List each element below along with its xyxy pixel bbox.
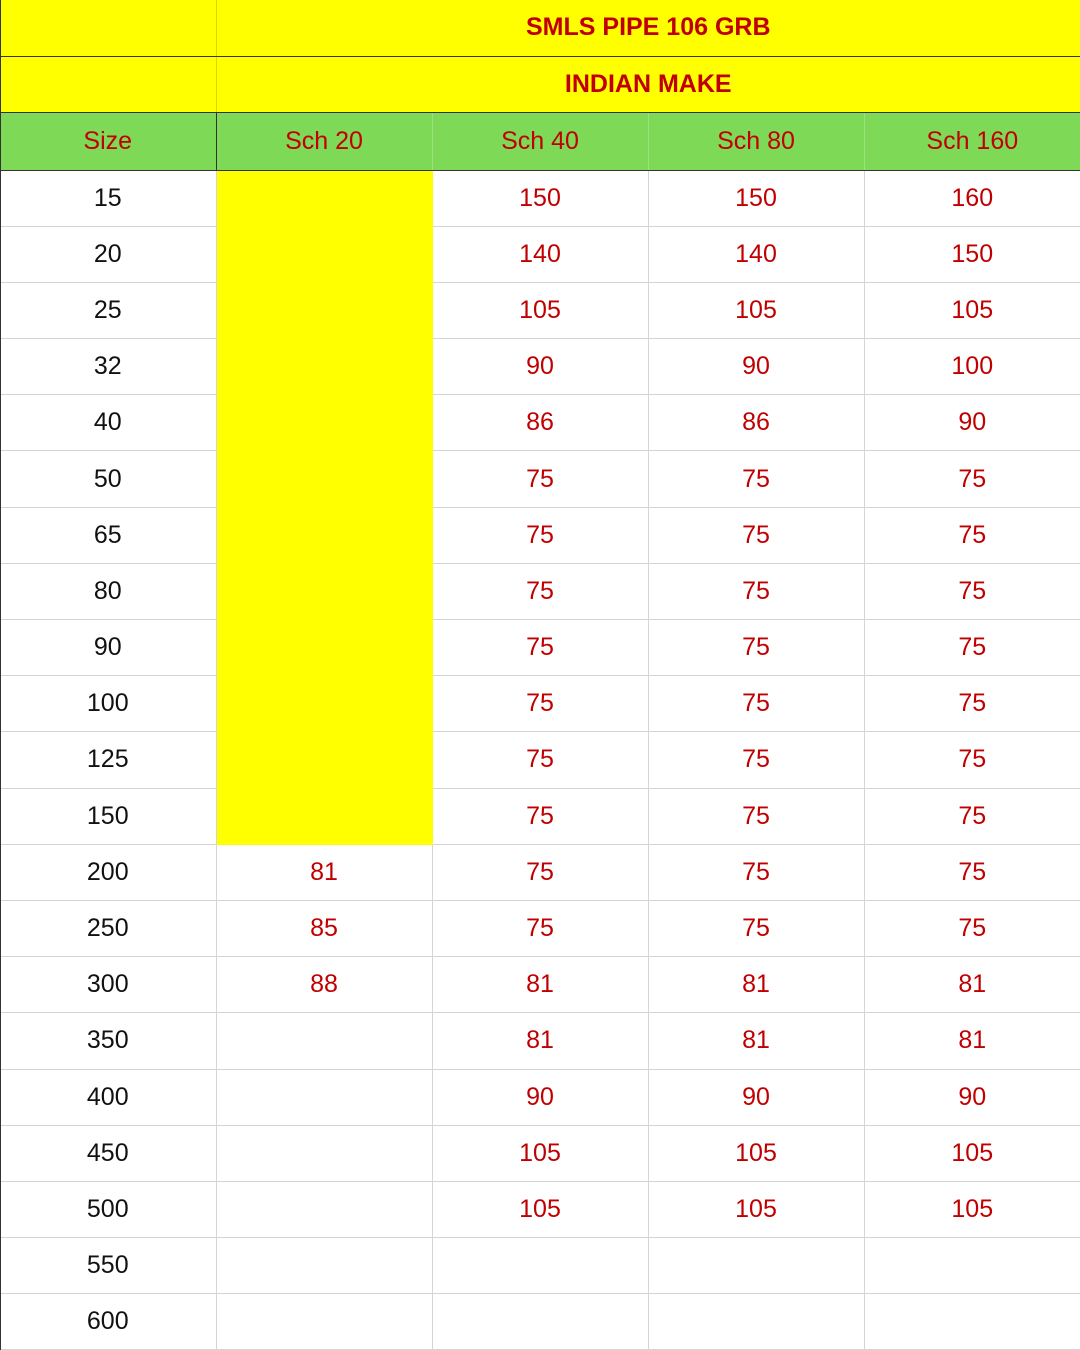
cell-sch80: 105 bbox=[648, 282, 864, 338]
table-row bbox=[0, 844, 1080, 900]
table-row bbox=[0, 1238, 1080, 1294]
cell-sch40: 140 bbox=[432, 226, 648, 282]
cell-size: 40 bbox=[0, 395, 216, 451]
table-row bbox=[0, 676, 1080, 732]
table-row bbox=[0, 1013, 1080, 1069]
cell-sch80: 75 bbox=[648, 620, 864, 676]
cell-sch80: 90 bbox=[648, 1069, 864, 1125]
cell-sch40: 105 bbox=[432, 1125, 648, 1181]
cell-sch160: 100 bbox=[864, 339, 1080, 395]
cell-sch160: 105 bbox=[864, 282, 1080, 338]
table-row bbox=[0, 563, 1080, 619]
cell-sch40: 81 bbox=[432, 957, 648, 1013]
cell-sch160: 75 bbox=[864, 788, 1080, 844]
cell-sch20: 81 bbox=[216, 844, 432, 900]
cell-sch80: 81 bbox=[648, 1013, 864, 1069]
table-row bbox=[0, 1069, 1080, 1125]
cell-size: 450 bbox=[0, 1125, 216, 1181]
cell-size: 350 bbox=[0, 1013, 216, 1069]
column-header-sch80: Sch 80 bbox=[648, 112, 864, 170]
cell-size: 200 bbox=[0, 844, 216, 900]
cell-size: 300 bbox=[0, 957, 216, 1013]
table-row bbox=[0, 282, 1080, 338]
cell-size: 65 bbox=[0, 507, 216, 563]
cell-sch160: 81 bbox=[864, 957, 1080, 1013]
cell-sch80: 105 bbox=[648, 1125, 864, 1181]
cell-sch20 bbox=[216, 395, 432, 451]
cell-sch20 bbox=[216, 1069, 432, 1125]
table-row bbox=[0, 1181, 1080, 1237]
cell-sch20: 85 bbox=[216, 900, 432, 956]
cell-sch20 bbox=[216, 451, 432, 507]
cell-sch20 bbox=[216, 620, 432, 676]
cell-sch40: 75 bbox=[432, 788, 648, 844]
cell-size: 150 bbox=[0, 788, 216, 844]
table-subtitle: INDIAN MAKE bbox=[216, 56, 1080, 112]
cell-size: 20 bbox=[0, 226, 216, 282]
cell-sch20 bbox=[216, 339, 432, 395]
cell-size: 100 bbox=[0, 676, 216, 732]
title-blank-cell bbox=[0, 0, 216, 56]
cell-sch160: 75 bbox=[864, 844, 1080, 900]
cell-sch80: 75 bbox=[648, 900, 864, 956]
cell-sch160: 75 bbox=[864, 900, 1080, 956]
table-row bbox=[0, 507, 1080, 563]
column-header-sch160: Sch 160 bbox=[864, 112, 1080, 170]
cell-sch80: 75 bbox=[648, 844, 864, 900]
cell-sch160: 90 bbox=[864, 1069, 1080, 1125]
cell-sch160 bbox=[864, 1238, 1080, 1294]
table-row bbox=[0, 788, 1080, 844]
table-row bbox=[0, 957, 1080, 1013]
cell-size: 550 bbox=[0, 1238, 216, 1294]
cell-size: 50 bbox=[0, 451, 216, 507]
cell-sch160: 75 bbox=[864, 451, 1080, 507]
cell-sch40: 75 bbox=[432, 563, 648, 619]
cell-size: 90 bbox=[0, 620, 216, 676]
cell-sch20 bbox=[216, 226, 432, 282]
table-row bbox=[0, 226, 1080, 282]
cell-sch160: 105 bbox=[864, 1125, 1080, 1181]
cell-sch160: 81 bbox=[864, 1013, 1080, 1069]
cell-sch20 bbox=[216, 788, 432, 844]
cell-sch160: 150 bbox=[864, 226, 1080, 282]
cell-sch80: 75 bbox=[648, 563, 864, 619]
cell-size: 15 bbox=[0, 170, 216, 226]
header-row bbox=[0, 112, 1080, 170]
table-row bbox=[0, 170, 1080, 226]
cell-sch160: 75 bbox=[864, 620, 1080, 676]
cell-sch40: 81 bbox=[432, 1013, 648, 1069]
table-row bbox=[0, 451, 1080, 507]
cell-sch40: 86 bbox=[432, 395, 648, 451]
cell-sch40: 75 bbox=[432, 451, 648, 507]
cell-sch40: 75 bbox=[432, 676, 648, 732]
table-row bbox=[0, 339, 1080, 395]
subtitle-blank-cell bbox=[0, 56, 216, 112]
cell-sch80: 90 bbox=[648, 339, 864, 395]
cell-sch20 bbox=[216, 1181, 432, 1237]
cell-sch20 bbox=[216, 1238, 432, 1294]
cell-size: 32 bbox=[0, 339, 216, 395]
cell-sch80: 150 bbox=[648, 170, 864, 226]
cell-sch20 bbox=[216, 732, 432, 788]
column-header-sch20: Sch 20 bbox=[216, 112, 432, 170]
cell-sch40 bbox=[432, 1238, 648, 1294]
subtitle-row bbox=[0, 56, 1080, 112]
cell-size: 600 bbox=[0, 1294, 216, 1350]
cell-sch80: 86 bbox=[648, 395, 864, 451]
cell-sch160 bbox=[864, 1294, 1080, 1350]
cell-sch80: 81 bbox=[648, 957, 864, 1013]
cell-sch40: 90 bbox=[432, 1069, 648, 1125]
table-body bbox=[0, 170, 1080, 1350]
cell-sch40: 75 bbox=[432, 900, 648, 956]
cell-sch80: 140 bbox=[648, 226, 864, 282]
cell-sch40 bbox=[432, 1294, 648, 1350]
table-row bbox=[0, 1294, 1080, 1350]
cell-sch40: 75 bbox=[432, 507, 648, 563]
cell-sch160: 90 bbox=[864, 395, 1080, 451]
cell-sch20 bbox=[216, 676, 432, 732]
cell-sch160: 160 bbox=[864, 170, 1080, 226]
table-row bbox=[0, 732, 1080, 788]
cell-sch160: 75 bbox=[864, 732, 1080, 788]
table-row bbox=[0, 1125, 1080, 1181]
cell-sch80: 75 bbox=[648, 451, 864, 507]
cell-sch160: 105 bbox=[864, 1181, 1080, 1237]
cell-size: 500 bbox=[0, 1181, 216, 1237]
cell-sch40: 75 bbox=[432, 732, 648, 788]
cell-size: 250 bbox=[0, 900, 216, 956]
title-row bbox=[0, 0, 1080, 56]
cell-size: 125 bbox=[0, 732, 216, 788]
cell-sch80 bbox=[648, 1294, 864, 1350]
cell-sch160: 75 bbox=[864, 507, 1080, 563]
column-header-sch40: Sch 40 bbox=[432, 112, 648, 170]
cell-sch20 bbox=[216, 1125, 432, 1181]
cell-sch80: 75 bbox=[648, 507, 864, 563]
cell-sch80: 75 bbox=[648, 788, 864, 844]
column-header-size: Size bbox=[0, 112, 216, 170]
cell-sch40: 105 bbox=[432, 1181, 648, 1237]
cell-size: 400 bbox=[0, 1069, 216, 1125]
cell-sch40: 75 bbox=[432, 620, 648, 676]
cell-sch80: 75 bbox=[648, 676, 864, 732]
cell-sch40: 105 bbox=[432, 282, 648, 338]
table-row bbox=[0, 395, 1080, 451]
cell-sch80 bbox=[648, 1238, 864, 1294]
cell-sch20 bbox=[216, 1013, 432, 1069]
table-row bbox=[0, 620, 1080, 676]
cell-size: 25 bbox=[0, 282, 216, 338]
cell-sch20 bbox=[216, 170, 432, 226]
table-title: SMLS PIPE 106 GRB bbox=[216, 0, 1080, 56]
cell-sch40: 150 bbox=[432, 170, 648, 226]
cell-sch20 bbox=[216, 507, 432, 563]
cell-sch80: 75 bbox=[648, 732, 864, 788]
cell-size: 80 bbox=[0, 563, 216, 619]
cell-sch40: 75 bbox=[432, 844, 648, 900]
cell-sch20 bbox=[216, 282, 432, 338]
cell-sch20: 88 bbox=[216, 957, 432, 1013]
cell-sch160: 75 bbox=[864, 676, 1080, 732]
cell-sch20 bbox=[216, 563, 432, 619]
cell-sch20 bbox=[216, 1294, 432, 1350]
table-row bbox=[0, 900, 1080, 956]
cell-sch40: 90 bbox=[432, 339, 648, 395]
cell-sch80: 105 bbox=[648, 1181, 864, 1237]
cell-sch160: 75 bbox=[864, 563, 1080, 619]
